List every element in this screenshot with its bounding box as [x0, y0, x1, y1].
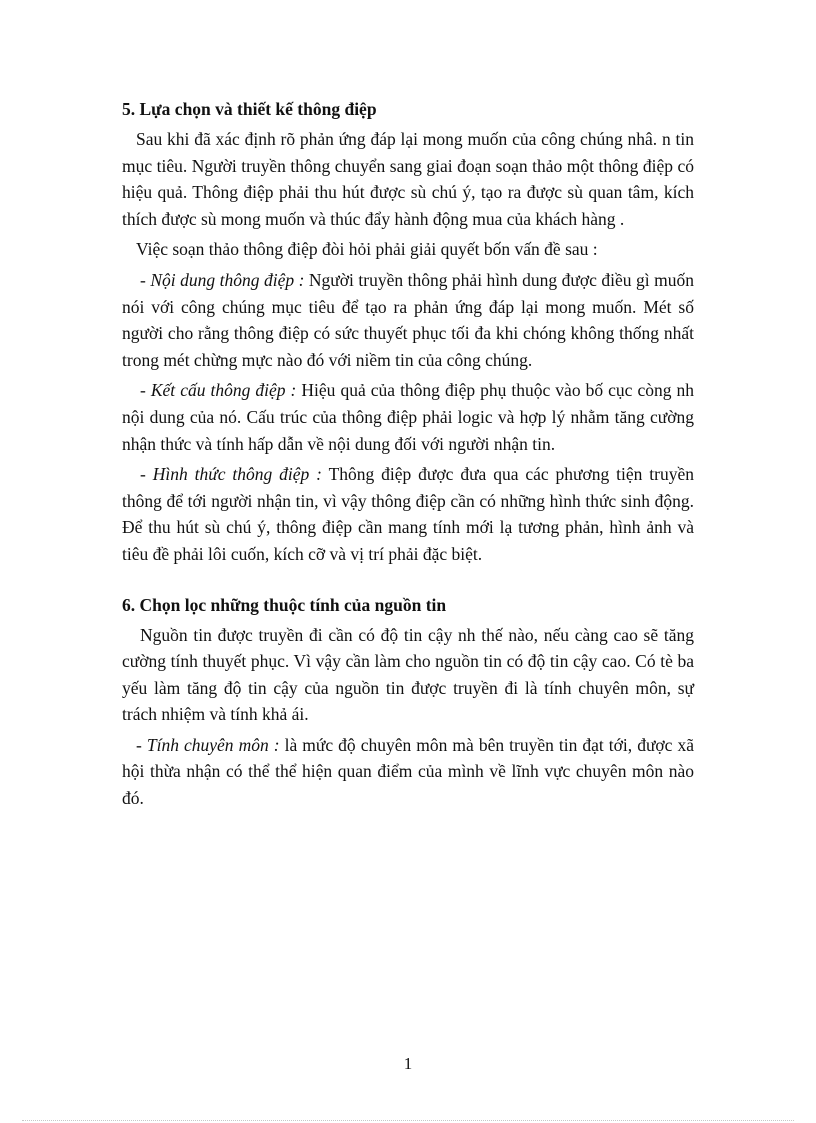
section-6-heading: 6. Chọn lọc những thuộc tính của nguồn tin [122, 594, 447, 615]
item-text: là mức độ chuyên môn mà bên truyền tin đạt tới, được xã hội thừa nhận có thể thể hiện quan điểm của mình về lĩnh vực chuyên môn nào đó. [122, 734, 694, 809]
list-item-form [122, 461, 694, 567]
item-prefix: - [140, 269, 151, 290]
item-text: Thông điệp được đưa qua các phương tiện truyền thông để tới người nhận tin, vì vậy thông điệp cần có những hình thức sinh động. Để thu hút sù chú ý, thông điệp cần mang tính mới lạ tương phản, hình ảnh và tiêu đề phải lôi cuốn, kích cỡ và vị trí phải đặc biệt. [122, 464, 694, 564]
item-term: Hình thức thông điệp : [152, 464, 323, 485]
section-6-intro: Nguồn tin được truyền đi cần có độ tin cậy nh thế nào, nếu càng cao sẽ tăng cường tính thuyết phục. Vì vậy cần làm cho nguồn tin có độ tin cậy cao. Có tè ba yếu làm tăng độ tin cậy của nguồn tin được truyền đi là tính chuyên môn, sự trách nhiệm và tính khả ái. [122, 624, 694, 725]
page-bottom-divider [22, 1120, 794, 1121]
section-5-intro: Sau khi đã xác định rõ phản ứng đáp lại mong muốn của công chúng nhâ. n tin mục tiêu. Người truyền thông chuyển sang giai đoạn soạn thảo một thông điệp có hiệu quả. Thông điệp phải thu hút được sù chú ý, tạo ra được sù quan tâm, kích thích được sù mong muốn và thúc đẩy hành động mua của khách hàng . [122, 129, 694, 229]
section-5-heading: 5. Lựa chọn và thiết kế thông điệp [122, 99, 377, 119]
section-5-lead: Việc soạn thảo thông điệp đòi hỏi phải giải quyết bốn vấn đề sau : [136, 239, 598, 260]
item-term: Nội dung thông điệp : [150, 269, 305, 290]
list-item-expertise [122, 732, 694, 812]
item-prefix: - [140, 464, 153, 485]
list-item-content [122, 267, 694, 373]
page-body [122, 96, 694, 812]
item-text: Người truyền thông phải hình dung được điều gì muốn nói với công chúng mục tiêu để tạo ra phản ứng đáp lại mong muốn. Mét số người cho rằng thông điệp có sức thuyết phục tối đa khi chóng không thống nhất trong mét chừng mực nào đó với niềm tin của công chúng. [122, 269, 694, 370]
item-term: Kết cấu thông điệp : [150, 380, 297, 401]
item-term: Tính chuyên môn : [146, 734, 280, 755]
page-number: 1 [403, 1054, 413, 1073]
item-text: Hiệu quả của thông điệp phụ thuộc vào bố cục còng nh nội dung của nó. Cấu trúc của thông điệp phải logic và hợp lý nhằm tăng cường nhận thức và tính hấp dẫn về nội dung đối với người nhận tin. [122, 380, 694, 454]
item-prefix: - [140, 380, 151, 401]
list-item-structure [122, 377, 694, 457]
item-prefix: - [136, 734, 147, 755]
